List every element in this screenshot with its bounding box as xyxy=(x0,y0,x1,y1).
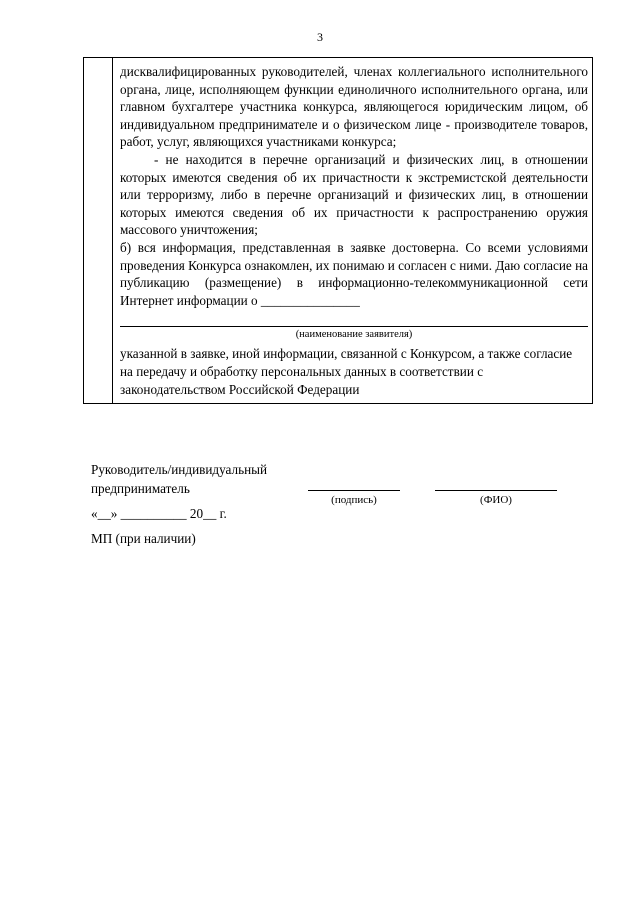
signature-block xyxy=(91,460,267,548)
applicant-name-caption: (наименование заявителя) xyxy=(295,329,413,341)
date-field[interactable]: «__» __________ 20__ г. xyxy=(91,506,227,521)
role-label-line2: предприниматель xyxy=(91,481,190,496)
column-divider xyxy=(112,58,113,403)
signature-field[interactable] xyxy=(308,490,400,491)
paragraph-personal-data: указанной в заявке, иной информации, связанной с Конкурсом, а также согласие на передачу и обработку персональных данных в соответствии с законодательством Российской Федерации xyxy=(120,346,573,397)
table-cell-text xyxy=(120,63,588,398)
paragraph-disqualified: дисквалифицированных руководителей, членах коллегиального исполнительного органа, лице, исполняющем функции единоличного исполнительного органа, или главном бухгалтере участника конкурса, являющегося юридическим лицом, об индивидуальном предпринимателе и о физическом лице - производителе товаров, работ, услуг, являющихся участниками конкурса; xyxy=(120,64,588,150)
full-name-field[interactable] xyxy=(435,490,557,491)
stamp-label: МП (при наличии) xyxy=(91,531,196,546)
page-number: 3 xyxy=(317,30,323,44)
paragraph-extremism-list: - не находится в перечне организаций и физических лиц, в отношении которых имеются сведения об их причастности к экстремистской деятельности или терроризму, либо в перечне организаций и физических лиц, в отношении которых имеются сведения об их причастности к распространению оружия массового уничтожения; xyxy=(120,151,588,238)
full-name-caption: (ФИО) xyxy=(480,494,512,506)
signature-caption: (подпись) xyxy=(331,494,377,506)
form-table xyxy=(83,57,593,404)
role-label-line1: Руководитель/индивидуальный xyxy=(91,462,268,477)
paragraph-consent: б) вся информация, представленная в заявке достоверна. Со всеми условиями проведения Конкурса ознакомлен, их понимаю и согласен с ними. Даю согласие на публикацию (размещение) в информационно-телекоммуникационной сети Интернет информации о _______________ xyxy=(120,239,588,308)
applicant-name-field[interactable] xyxy=(120,310,588,327)
